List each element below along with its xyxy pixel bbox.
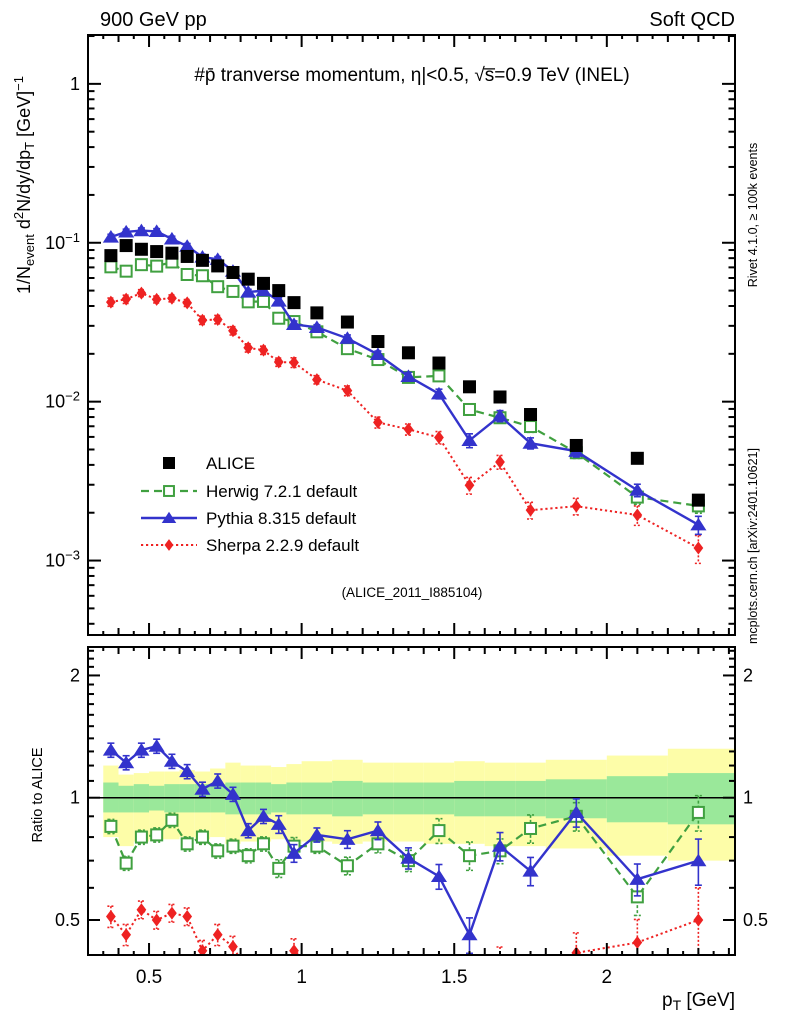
header-beam-energy: 900 GeV pp <box>100 9 207 31</box>
legend-label-alice: ALICE <box>206 454 256 473</box>
y-ticks-main <box>88 36 735 624</box>
y-main-tick-label: $10^{-3}$ <box>45 547 80 571</box>
legend <box>141 454 359 555</box>
legend-entry-herwig <box>141 482 357 501</box>
ratio-tick-label-right: 0.5 <box>743 909 769 930</box>
x-ticks <box>103 35 729 635</box>
note-rivet-version: Rivet 4.1.0, ≥ 100k events <box>746 142 760 288</box>
legend-entry-alice <box>163 454 255 473</box>
x-tick-label: 0.5 <box>135 967 163 988</box>
legend-entry-sherpa <box>141 536 359 555</box>
analysis-watermark: (ALICE_2011_I885104) <box>341 585 483 600</box>
ratio-tick-label-right: 1 <box>743 787 754 808</box>
y-main-tick-label: 1 <box>69 73 80 94</box>
header-process-group: Soft QCD <box>649 9 735 31</box>
ratio-tick-label-right: 2 <box>743 665 754 686</box>
ratio-tick-label-left: 2 <box>69 665 80 686</box>
x-tick-label: 1 <box>296 967 307 988</box>
series-sherpa-main <box>106 287 703 564</box>
y-main-tick-label: $10^{-2}$ <box>45 388 80 412</box>
plot-title: #p̄ tranverse momentum, η|<0.5, √s̅=0.9 TeV (INEL) <box>194 65 630 86</box>
main-frame <box>88 35 735 635</box>
y-main-tick-label: $10^{-1}$ <box>45 229 80 253</box>
ratio-y-axis-label: Ratio to ALICE <box>30 747 46 843</box>
ratio-tick-label-left: 1 <box>69 787 80 808</box>
x-tick-label: 1.5 <box>441 967 468 988</box>
legend-label-herwig: Herwig 7.2.1 default <box>206 482 358 501</box>
main-panel-series <box>103 224 707 564</box>
legend-entry-pythia <box>141 509 357 528</box>
ratio-tick-label-left: 0.5 <box>54 909 80 930</box>
x-tick-label: 2 <box>601 967 613 988</box>
main-y-axis-label: $1/N_{event}$ $d^2N/dy/dp_T$ [GeV]$^{-1}$ <box>11 76 37 294</box>
note-mcplots-arxiv: mcplots.cern.ch [arXiv:2401.10621] <box>746 448 760 644</box>
legend-label-pythia: Pythia 8.315 default <box>206 509 357 528</box>
x-axis-label: $p_T$ [GeV] <box>662 990 735 1013</box>
legend-label-sherpa: Sherpa 2.2.9 default <box>206 536 360 555</box>
